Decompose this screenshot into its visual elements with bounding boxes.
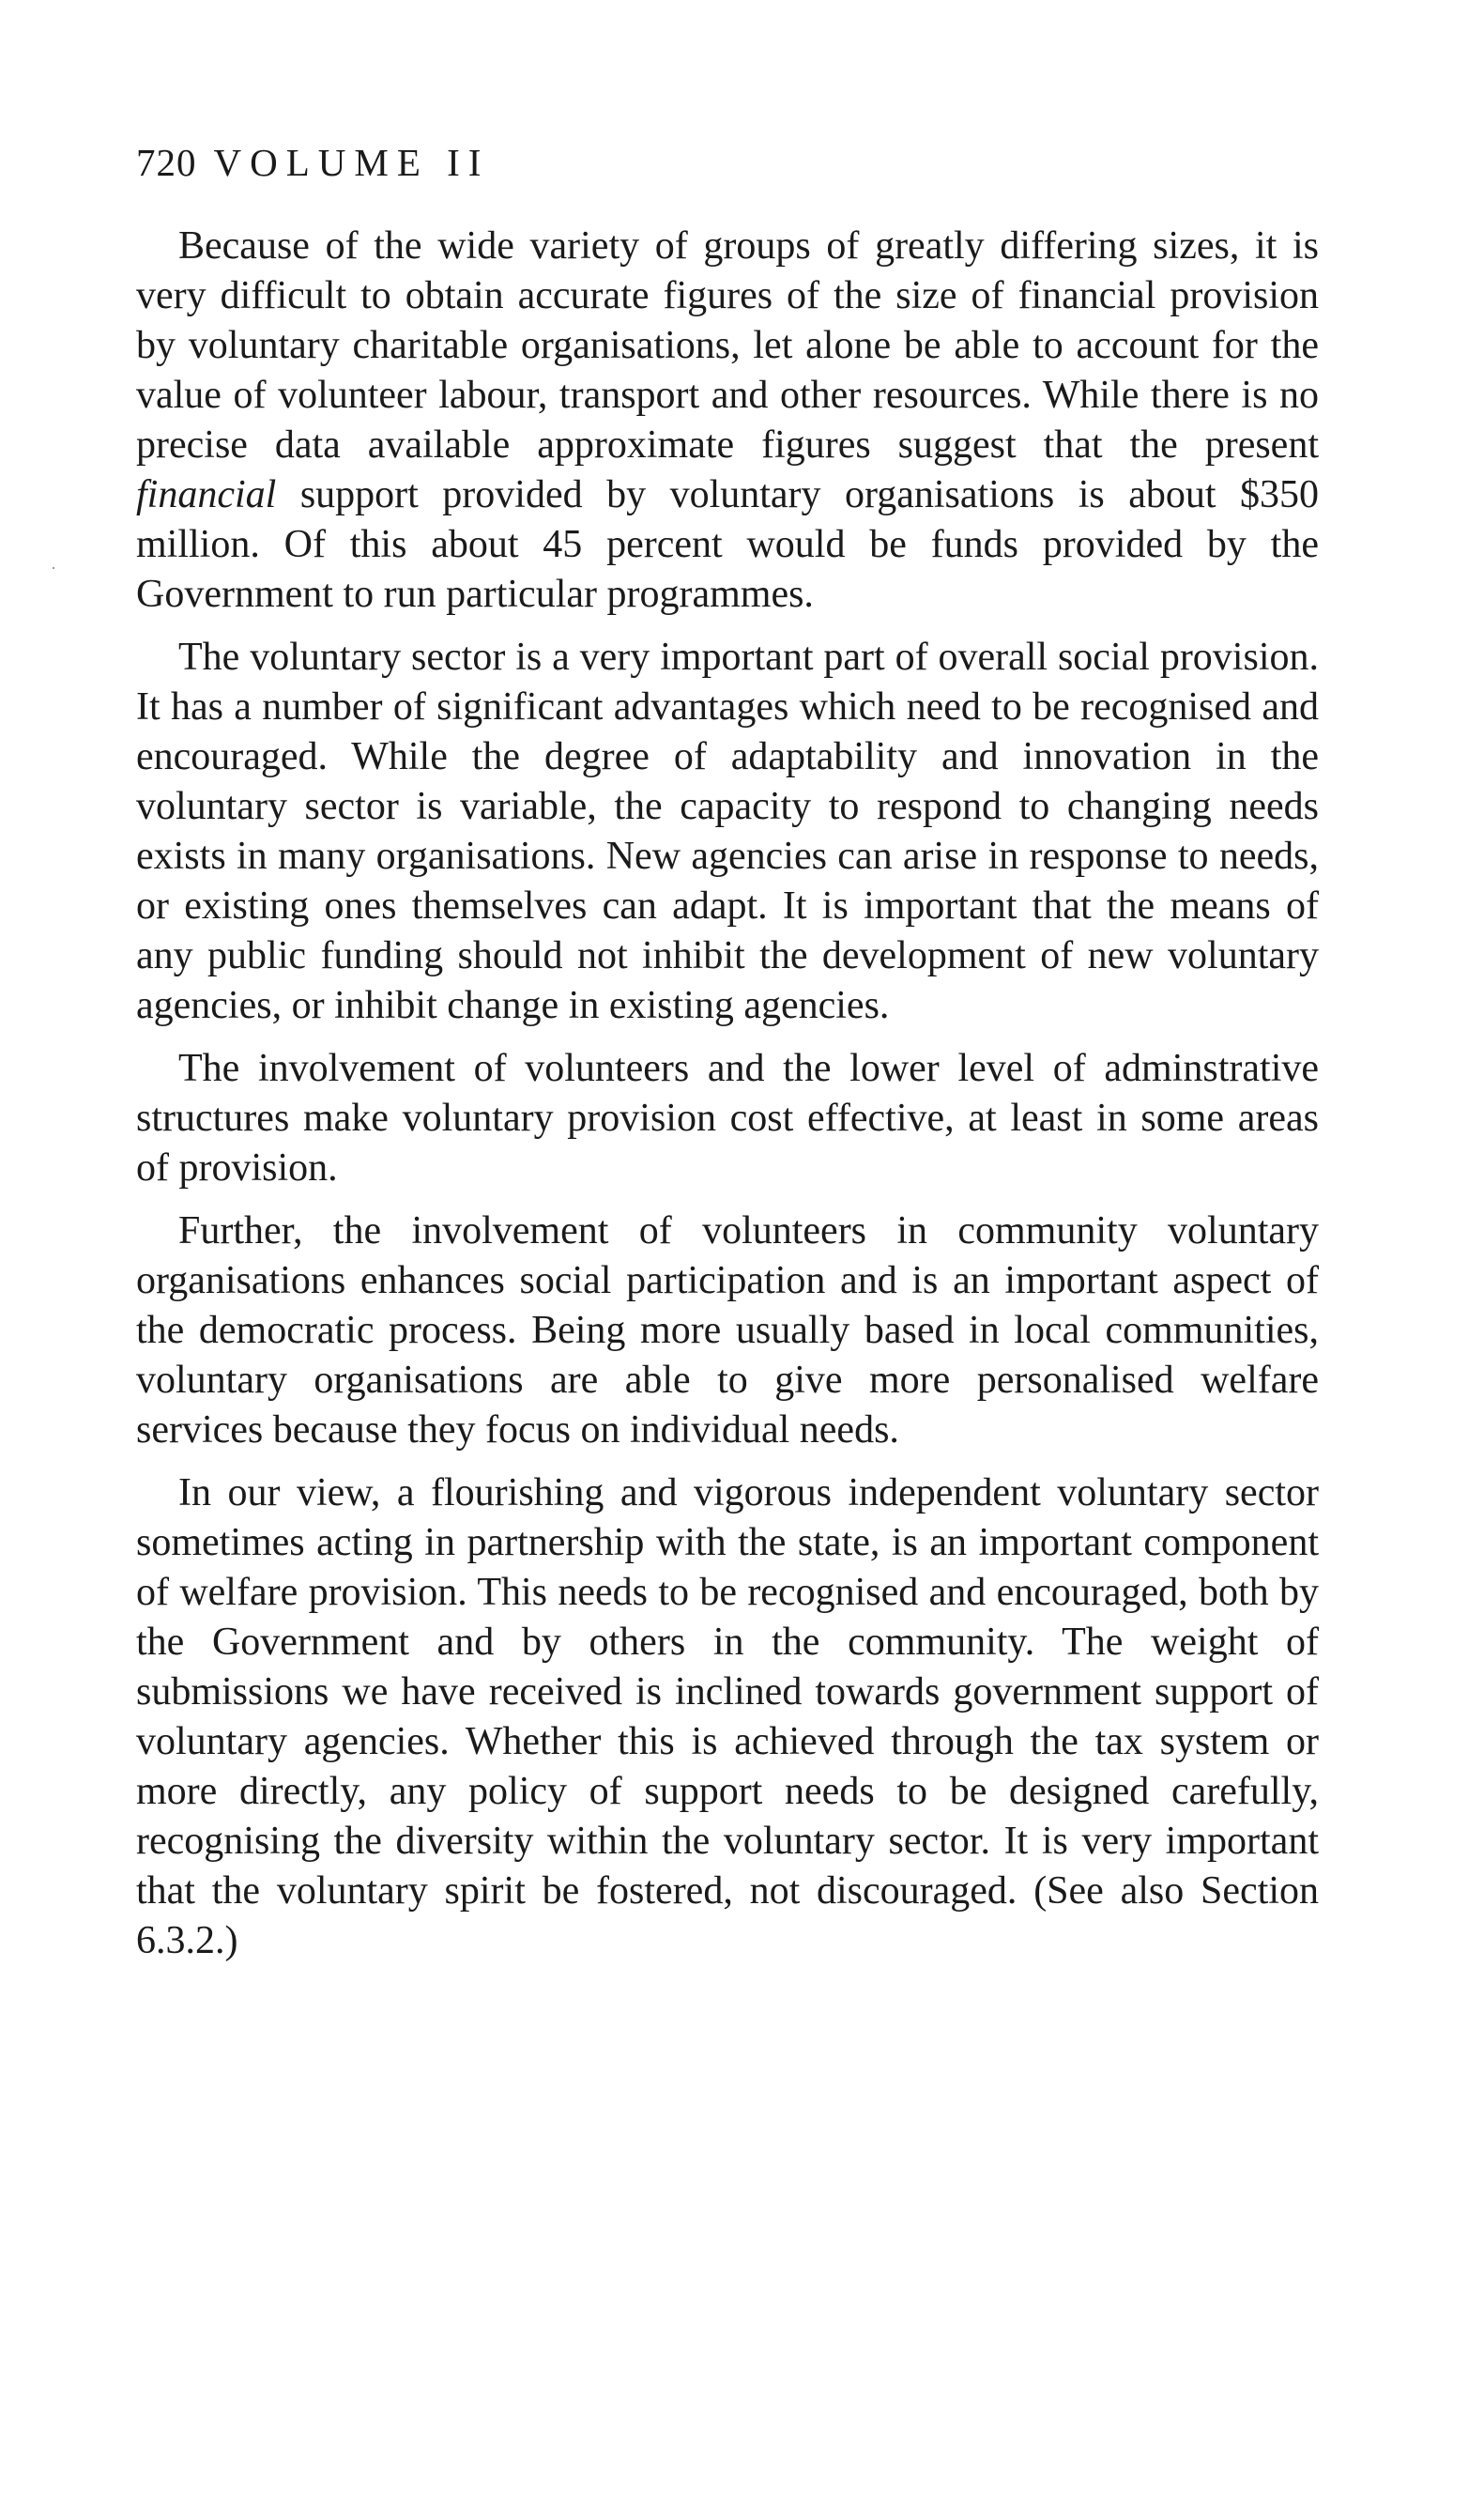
paragraph-1-text-end: support provided by voluntary organisations is about $350 million. Of this about 45 percent would be funds provided by the Government to run particular programmes. (136, 473, 1319, 616)
paragraph-1-italic-word: financial (136, 473, 277, 516)
page-number: 720 (136, 141, 197, 184)
paragraph-4: Further, the involvement of volunteers in community voluntary organisations enhances social participation and is an important aspect of the democratic process. Being more usually based in local communities, voluntary organisations are able to give more personalised welfare services because they focus on individual needs. (136, 1209, 1319, 1452)
body-text (136, 222, 1319, 1979)
paragraph-1 (136, 222, 1319, 620)
paragraph-1-text-start: Because of the wide variety of groups of greatly differing sizes, it is very difficult to obtain accurate figures of the size of financial provision by voluntary charitable organisations, let alone be able to account for the value of volunteer labour, transport and other resources. While there is no precise data available approximate figures suggest that the present (136, 224, 1319, 467)
margin-speck (53, 567, 54, 569)
volume-label: VOLUME II (213, 141, 490, 184)
paragraph-3: The involvement of volunteers and the lower level of adminstrative structures make voluntary provision cost effective, at least in some areas of provision. (136, 1047, 1319, 1190)
paragraph-2: The voluntary sector is a very important part of overall social provision. It has a number of significant advantages which need to be recognised and encouraged. While the degree of adaptability and innovation in the voluntary sector is variable, the capacity to respond to changing needs exists in many organisations. New agencies can arise in response to needs, or existing ones themselves can adapt. It is important that the means of any public funding should not inhibit the development of new voluntary agencies, or inhibit change in existing agencies. (136, 636, 1319, 1027)
running-head (136, 139, 489, 186)
paragraph-5: In our view, a flourishing and vigorous independent voluntary sector sometimes acting in partnership with the state, is an important component of welfare provision. This needs to be recognised and encouraged, both by the Government and by others in the community. The weight of submissions we have received is inclined towards government support of voluntary agencies. Whether this is achieved through the tax system or more directly, any policy of support needs to be designed carefully, recognising the diversity within the voluntary sector. It is very important that the voluntary spirit be fostered, not discouraged. (See also Section 6.3.2.) (136, 1471, 1319, 1962)
